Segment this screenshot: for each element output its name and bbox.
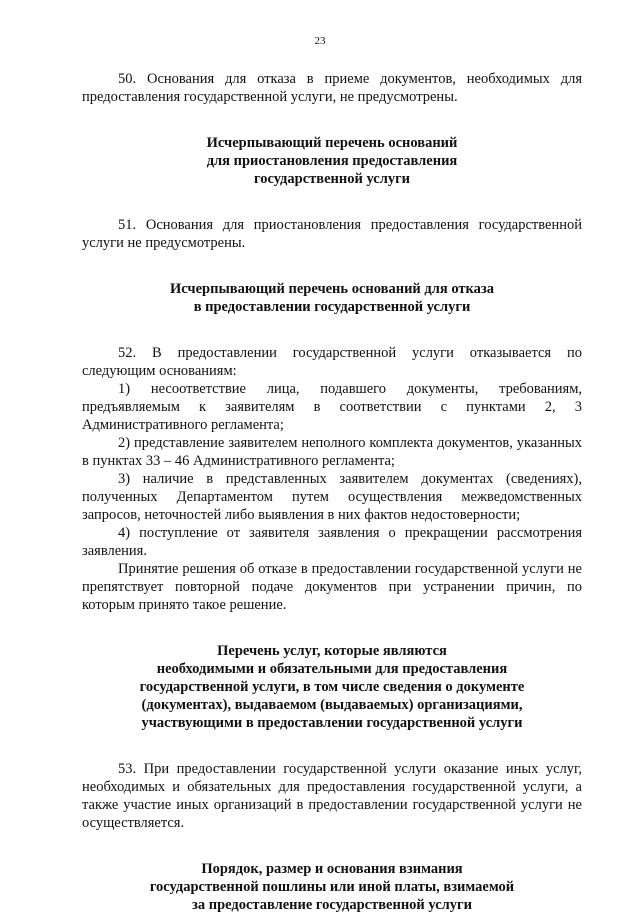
list-item-3: 3) наличие в представленных заявителем документах (сведениях), полученных Департаментом путем осуществления межведомственных запросов, неточностей либо выявления в них фактов недостоверности; (82, 471, 582, 523)
heading-line: для приостановления предоставления (206, 153, 458, 169)
heading-fee-procedure (82, 860, 582, 914)
heading-line: участвующими в предоставлении государственной услуги (141, 715, 523, 731)
heading-line: (документах), выдаваемом (выдаваемых) организациями, (141, 697, 523, 713)
paragraph-52: 52. В предоставлении государственной услуги отказывается по следующим основаниям: (82, 345, 582, 379)
paragraph-53: 53. При предоставлении государственной услуги оказание иных услуг, необходимых и обязательных для предоставления государственной услуги, а также участие иных организаций в предоставлении государственной услуги не осуществляется. (82, 761, 582, 831)
page-number: 23 (314, 35, 326, 47)
heading-line: государственной услуги, в том числе сведения о документе (139, 679, 525, 695)
heading-required-services (82, 642, 582, 732)
paragraph-50: 50. Основания для отказа в приеме документов, необходимых для предоставления государственной услуги, не предусмотрены. (82, 71, 582, 105)
heading-line: Исчерпывающий перечень оснований для отказа (170, 281, 494, 297)
heading-line: в предоставлении государственной услуги (193, 299, 471, 315)
list-item-4: 4) поступление от заявителя заявления о прекращении рассмотрения заявления. (82, 525, 582, 559)
heading-line: государственной пошлины или иной платы, взимаемой (149, 879, 515, 895)
heading-line: необходимыми и обязательными для предоставления (156, 661, 508, 677)
heading-suspension-grounds (82, 134, 582, 188)
heading-line: Порядок, размер и основания взимания (201, 861, 463, 877)
heading-line: Исчерпывающий перечень оснований (206, 135, 458, 151)
document-body (82, 70, 582, 914)
paragraph-51: 51. Основания для приостановления предоставления государственной услуги не предусмотрены. (82, 217, 582, 251)
heading-line: Перечень услуг, которые являются (217, 643, 447, 659)
paragraph-refusal-note: Принятие решения об отказе в предоставлении государственной услуги не препятствует повторной подаче документов при устранении причин, по которым принято такое решение. (82, 561, 582, 613)
heading-refusal-grounds (82, 280, 582, 316)
list-item-2: 2) представление заявителем неполного комплекта документов, указанных в пунктах 33 – 46 Административного регламента; (82, 435, 582, 469)
heading-line: государственной услуги (253, 171, 411, 187)
heading-line: за предоставление государственной услуги (192, 897, 472, 913)
list-item-1: 1) несоответствие лица, подавшего документы, требованиям, предъявляемым к заявителям в соответствии с пунктами 2, 3 Административного регламента; (82, 381, 582, 433)
